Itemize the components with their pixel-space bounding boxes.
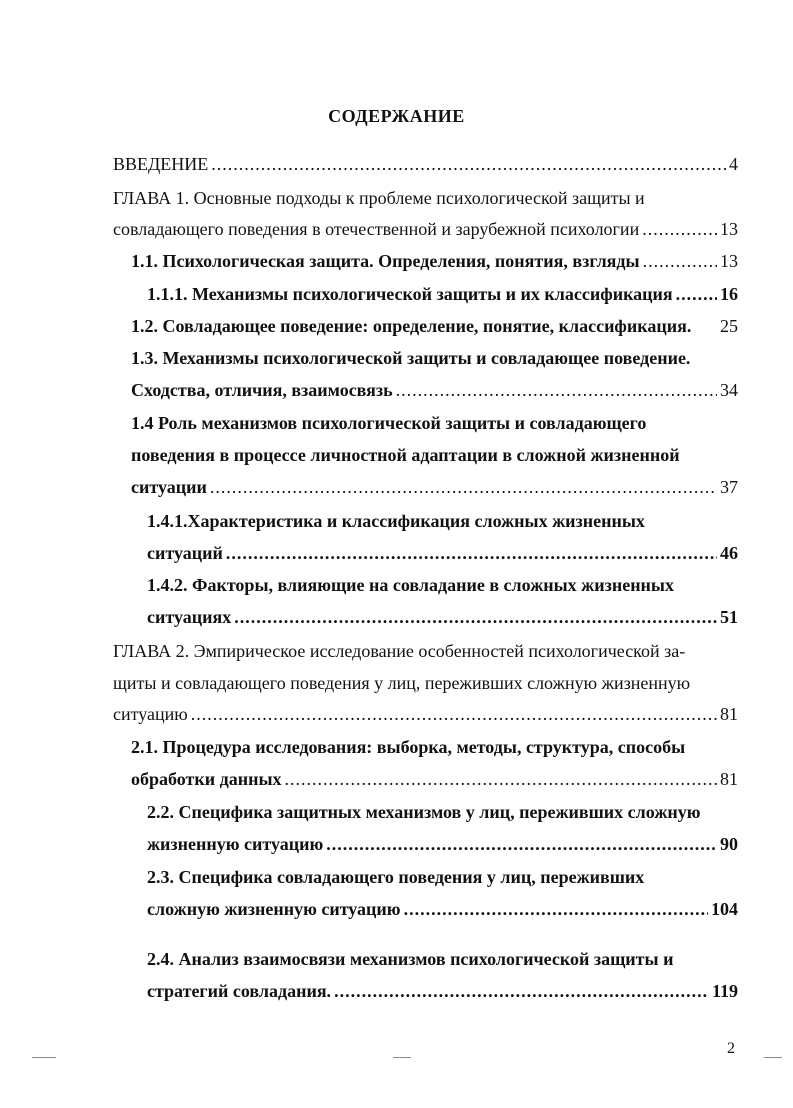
toc-entry-1-1-1[interactable] (147, 279, 738, 309)
toc-entry-text: 1.4.1.Характеристика и классификация сложных жизненных (147, 511, 645, 531)
dot-leader (211, 149, 726, 179)
toc-entry-2-1-cont[interactable] (131, 764, 738, 794)
dot-leader (643, 246, 717, 276)
toc-entry-text: 2.3. Специфика совладающего поведения у лиц, переживших (147, 867, 645, 887)
toc-entry-text: ситуации (131, 477, 207, 497)
toc-entry-chapter-1[interactable] (113, 183, 738, 213)
toc-entry-1-4[interactable] (131, 408, 738, 438)
toc-entry-1-4-cont[interactable] (131, 440, 738, 470)
dot-leader (210, 472, 717, 502)
toc-entry-1-4-2-cont[interactable] (147, 602, 738, 632)
toc-page-number: 13 (720, 251, 738, 271)
dot-leader (396, 375, 717, 405)
toc-entry-2-3[interactable] (147, 862, 738, 892)
toc-entry-text: 1.1.1. Механизмы психологической защиты и их классификация (147, 284, 673, 304)
toc-page-number: 104 (711, 899, 738, 919)
toc-entry-2-4-cont[interactable] (147, 976, 738, 1006)
dot-leader (226, 538, 717, 568)
toc-entry-2-2[interactable] (147, 797, 738, 827)
dot-leader (285, 764, 717, 794)
toc-page-number: 13 (720, 219, 738, 239)
toc-entry-1-1[interactable] (131, 246, 738, 276)
dot-leader (234, 602, 717, 632)
toc-entry-chapter-2[interactable] (113, 636, 738, 666)
toc-entry-1-2[interactable] (131, 311, 738, 341)
toc-entry-text: 2.1. Процедура исследования: выборка, методы, структура, способы (131, 737, 686, 757)
toc-page-number: 81 (720, 769, 738, 789)
toc-entry-introduction[interactable] (113, 149, 738, 179)
dot-leader (191, 699, 717, 729)
toc-page-number: 81 (720, 704, 738, 724)
toc-entry-1-4-1-cont[interactable] (147, 538, 738, 568)
page-title: СОДЕРЖАНИЕ (328, 106, 465, 126)
toc-entry-text: 1.2. Совладающее поведение: определение, понятие, классификация. (131, 316, 692, 336)
dot-leader (404, 894, 708, 924)
toc-entry-text: обработки данных (131, 769, 282, 789)
toc-entry-text: ситуацию (113, 704, 188, 724)
toc-entry-text: Сходства, отличия, взаимосвязь (131, 380, 393, 400)
toc-page-number: 25 (720, 316, 738, 336)
dot-leader (326, 829, 717, 859)
toc-entry-1-3[interactable] (131, 343, 738, 373)
dot-leader (642, 214, 717, 244)
toc-entry-chapter-1-cont[interactable] (113, 214, 738, 244)
toc-entry-text: жизненную ситуацию (147, 834, 324, 854)
toc-entry-2-1[interactable] (131, 732, 738, 762)
toc-entry-text: ситуаций (147, 543, 223, 563)
dot-leader (334, 976, 709, 1006)
toc-entry-1-4-cont2[interactable] (131, 472, 738, 502)
scan-mark (393, 1057, 411, 1058)
toc-entry-text: ВВЕДЕНИЕ (113, 154, 209, 174)
toc-page-number: 16 (720, 284, 738, 304)
toc-entry-text: стратегий совладания. (147, 981, 332, 1001)
toc-entry-chapter-2-cont[interactable] (113, 668, 738, 698)
toc-entry-chapter-2-cont2[interactable] (113, 699, 738, 729)
toc-entry-text: 1.1. Психологическая защита. Определения, понятия, взгляды (131, 251, 640, 271)
toc-page-number: 90 (720, 834, 738, 854)
scan-mark (764, 1057, 782, 1058)
toc-page-number: 37 (720, 477, 738, 497)
toc-entry-text: сложную жизненную ситуацию (147, 899, 401, 919)
toc-entry-text: 1.4 Роль механизмов психологической защиты и совладающего (131, 413, 647, 433)
dot-leader (676, 279, 717, 309)
toc-entry-2-3-cont[interactable] (147, 894, 738, 924)
toc-entry-1-4-2[interactable] (147, 570, 738, 600)
toc-entry-text: совладающего поведения в отечественной и зарубежной психологии (113, 219, 640, 239)
toc-entry-2-4[interactable] (147, 944, 738, 974)
toc-entry-2-2-cont[interactable] (147, 829, 738, 859)
toc-entry-text: 1.3. Механизмы психологической защиты и совладающее поведение. (131, 348, 691, 368)
toc-page-number: 51 (720, 607, 738, 627)
toc-entry-1-3-cont[interactable] (131, 375, 738, 405)
toc-entry-text: ситуациях (147, 607, 232, 627)
toc-page-number: 34 (720, 380, 738, 400)
page-number: 2 (727, 1040, 735, 1057)
scan-mark (32, 1057, 56, 1058)
toc-entry-text: ГЛАВА 2. Эмпирическое исследование особенностей психологической за- (113, 641, 686, 661)
toc-page-number: 46 (720, 543, 738, 563)
toc-entry-text: 2.2. Специфика защитных механизмов у лиц, переживших сложную (147, 802, 701, 822)
toc-entry-text: ГЛАВА 1. Основные подходы к проблеме психологической защиты и (113, 188, 645, 208)
toc-page-number: 4 (729, 154, 738, 174)
toc-entry-text: поведения в процессе личностной адаптации в сложной жизненной (131, 445, 680, 465)
toc-entry-1-4-1[interactable] (147, 506, 738, 536)
toc-entry-text: щиты и совладающего поведения у лиц, переживших сложную жизненную (113, 673, 691, 693)
toc-page-number: 119 (711, 981, 738, 1001)
toc-entry-text: 2.4. Анализ взаимосвязи механизмов психологической защиты и (147, 949, 674, 969)
toc-entry-text: 1.4.2. Факторы, влияющие на совладание в сложных жизненных (147, 575, 674, 595)
